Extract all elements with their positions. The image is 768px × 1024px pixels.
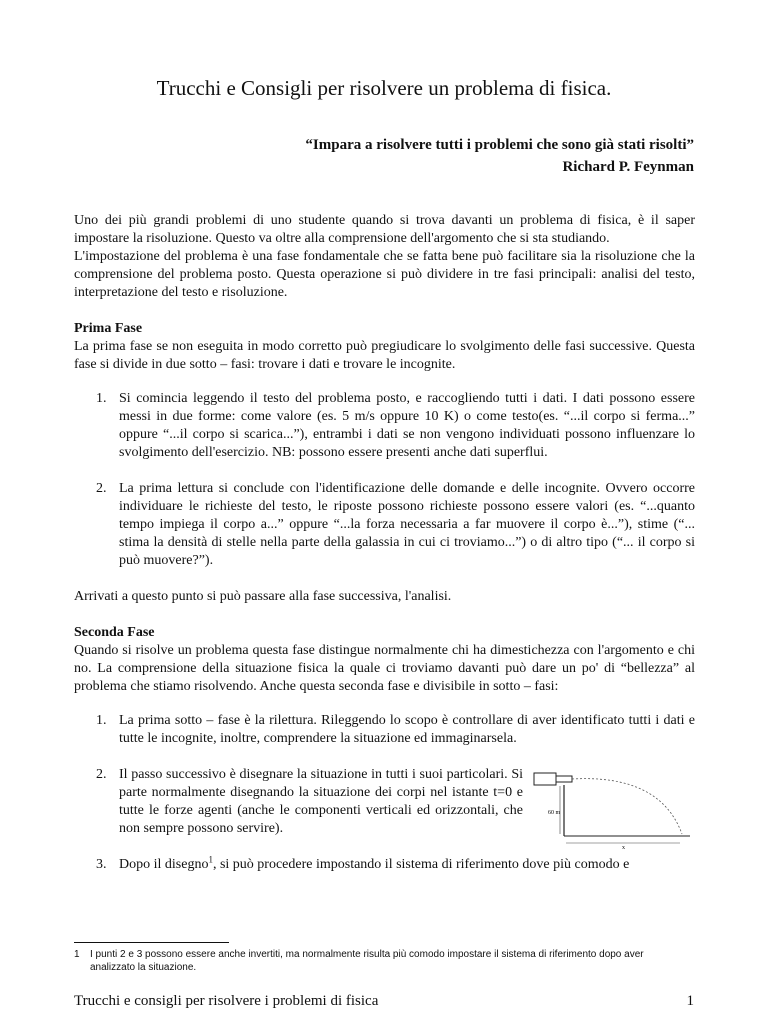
section-1-list [74,390,695,570]
list-item-text: La prima sotto – fase è la rilettura. Rileggendo lo scopo è controllare di aver identificato tutti i dati e tutte le incognite, inoltre, comprendere la situazione ed immaginarsela. [119,713,695,746]
trajectory-path [572,779,682,834]
intro-paragraph-2: L'impostazione del problema è una fase fondamentale che se fatta bene può facilitare sia la risoluzione che la comprensione del problema posto. Questa operazione si può dividere in tre fasi principali: analisi del testo, interpretazione del testo e risoluzione. [74,249,695,300]
footnote-text: I punti 2 e 3 possono essere anche invertiti, ma normalmente risulta più comodo impostare il sistema di riferimento dopo aver analizzato la situazione. [90,949,644,973]
list-item [74,766,695,850]
footnote [74,948,699,974]
section-1-conclusion: Arrivati a questo punto si può passare alla fase successiva, l'analisi. [74,589,452,604]
list-item-number: 3. [96,857,107,872]
projectile-diagram [530,766,695,850]
list-item [74,480,695,570]
footnote-number: 1 [74,949,80,960]
list-item [74,390,695,462]
epigraph-quote: “Impara a risolvere tutti i problemi che sono già stati risolti” [305,137,694,153]
section-1-heading: Prima Fase [74,321,143,336]
distance-label: x [622,845,625,850]
cannon-shape [534,773,556,785]
section-2-heading: Seconda Fase [74,625,155,640]
intro-paragraph-1: Uno dei più grandi problemi di uno studente quando si trova davanti un problema di fisica, è il saper impostare la risoluzione. Questo va oltre alla comprensione dell'argomento che si sta studiando. [74,213,695,246]
section-2-list [74,712,695,874]
epigraph [305,134,694,178]
footnote-ref: 1 [208,854,213,865]
document-body [74,212,695,892]
document-title: Trucchi e Consigli per risolvere un problema di fisica. [156,76,612,100]
list-item-number: 2. [96,481,107,496]
list-item-number: 2. [96,767,107,782]
footer-text: Trucchi e consigli per risolvere i problemi di fisica [74,993,379,1009]
list-item-text: Il passo successivo è disegnare la situazione in tutti i suoi particolari. Si parte normalmente disegnando la situazione dei corpi nel istante t=0 e tutte le forze agenti (anche le componenti verticali ed orizzontali, che non sempre possono servire). [119,767,523,836]
list-item-number: 1. [96,391,107,406]
list-item-text: La prima lettura si conclude con l'identificazione delle domande e delle incognite. Ovvero occorre individuare le richieste del testo, le riposte possono richieste possono essere valori (es. “...quanto tempo impiega il corpo a...” oppure “...la forza necessaria a far muovere il corpo è...”), stime (“... stima la densità di stelle nella parte della galassia in cui ci troviamo...”) o di altro tipo (“... il corpo si può muovere?”). [119,481,695,568]
footnote-separator [74,942,229,943]
section-1-intro: La prima fase se non eseguita in modo corretto può pregiudicare lo svolgimento delle fasi successive. Questa fase si divide in due sotto – fasi: trovare i dati e trovare le incognite. [74,339,695,372]
list-item [74,856,695,874]
list-item [74,712,695,748]
section-2-intro: Quando si risolve un problema questa fase distingue normalmente chi ha dimestichezza con l'argomento e chi no. La comprensione della situazione fisica la quale ci troviamo davanti può dare un po' di “bellezza” al problema che stiamo risolvendo. Anche questa seconda fase e divisibile in sotto – fasi: [74,643,695,694]
cannon-barrel [556,776,572,782]
list-item-text: , si può procedere impostando il sistema di riferimento dove più comodo e [212,857,630,872]
page-number: 1 [686,993,694,1009]
list-item-text: Si comincia leggendo il testo del problema posto, e raccogliendo tutti i dati. I dati possono essere messi in due forme: come valore (es. 5 m/s oppure 10 K) o come testo(es. “...il corpo si ferma...” oppure “...il corpo si scarica...”), entrambi i dati se non vengono individuati possono influenzare lo svolgimento dell'esercizio. NB: possono essere presenti anche dati superflui. [119,391,695,460]
list-item-text: Dopo il disegno [119,857,209,872]
height-label: 60 m [548,810,561,816]
epigraph-author: Richard P. Feynman [562,159,694,175]
page-footer [74,993,694,1010]
list-item-number: 1. [96,713,107,728]
